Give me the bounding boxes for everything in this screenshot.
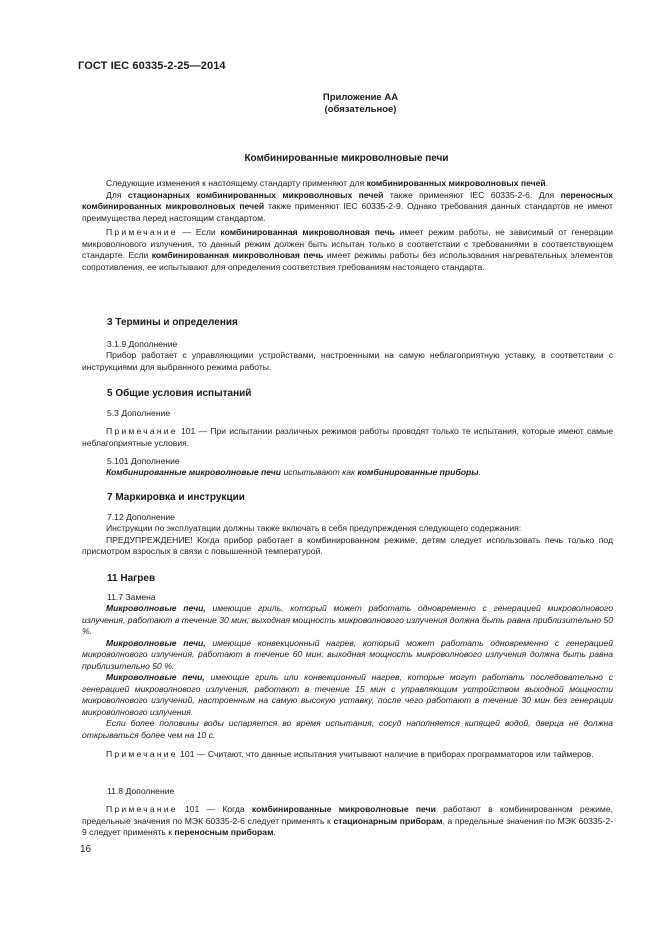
section-7-warning: ПРЕДУПРЕЖДЕНИЕ! Когда прибор работает в комбинированном режиме, детям следует использовать печь только под присмотром взрослых в связи с повышенной температурой. [82, 534, 613, 556]
section-11-paragraph-1 [82, 603, 613, 638]
term: комбинированная микроволновая печь [151, 250, 324, 260]
note-label: Примечание [106, 749, 178, 759]
text: работают в комбинированном режиме, предельные значения по МЭК 60335-2-6 следует применять к [82, 804, 613, 826]
intro-note [82, 227, 613, 273]
section-11-heading: 11 Нагрев [107, 573, 156, 584]
section-3-1-9: 3.1.9 Дополнение [107, 339, 178, 349]
term: комбинированные приборы [357, 467, 479, 477]
term: переносных комбинированных микроволновых печей [82, 189, 613, 211]
note-label: Примечание [106, 426, 178, 436]
standard-header: ГОСТ IEC 60335-2-25—2014 [78, 60, 226, 72]
text: имеет режим работы, не зависимый от генерации микроволнового излучения, то данный режим должен быть испытан только в соответствии с требованиями в соответствующем стандарте. Если [82, 227, 613, 260]
text: имеет режимы работы без использования нагревательных элементов сопротивления, ее испытывают для определения соответствия требованиям настоящего стандарта. [82, 250, 613, 272]
term: комбинированные микроволновые печи [251, 804, 436, 814]
note-label: Примечание [106, 804, 178, 814]
section-11-note-2 [82, 804, 613, 839]
text: 101 — Считают, что данные испытания учитывают наличие в приборах программаторов или таймеров. [177, 749, 594, 759]
note-label: Примечание [106, 227, 178, 237]
text: имеющие конвекционный нагрев, который может работать одновременно с генерацией микроволнового излучения, работают в течение 60 мин; выходная мощность микроволнового излучения должна быть равна приблизительно 50 %. [82, 637, 614, 671]
annex-status-text: (обязательное) [324, 104, 397, 115]
text: . [545, 178, 549, 188]
document-title: Комбинированные микроволновые печи [244, 153, 449, 164]
text: имеющие гриль или конвекционный нагрев, которые могут работать последовательно с генерацией микроволнового излучения, работают в течение 15 мин с управляющим устройством выходной мощности микроволнового излучений, настроенным на самую высокую уставку, после чего работают в течение 30 мин без генерации микроволнового излучения. [82, 672, 614, 717]
section-5-101: 5.101 Дополнение [107, 456, 180, 466]
section-11-paragraph-2 [82, 638, 613, 673]
term: переносным приборам [174, 827, 274, 837]
section-5-101-text [82, 467, 613, 479]
text: 101 — Когда [177, 804, 252, 814]
term: стационарным приборам [333, 815, 443, 826]
text: имеющие гриль, который может работать одновременно с генерацией микроволнового излучения, работают в течение 30 мин; выходная мощность микроволнового излучения должна быть равна приблизительно 50 %. [82, 603, 613, 636]
text: также применяют IEC 60335-2-6. Для [383, 189, 561, 200]
text: также применяют IEC 60335-2-9. Однако требования данных стандартов не имеют преимущества перед настоящим стандартом. [82, 201, 613, 223]
section-11-paragraph-3 [82, 672, 613, 718]
section-3-heading: 3 Термины и определения [107, 317, 238, 328]
section-7-body [82, 523, 613, 558]
text: 101 — При испытании различных режимов работы проводят только те испытания, которые имеют самые неблагоприятные условия. [82, 426, 613, 448]
section-5-note [82, 426, 613, 449]
term: комбинированных микроволновых печей [366, 178, 546, 188]
section-3-body [82, 350, 613, 373]
text: , а предельные значения по МЭК 60335-2-9 следует применять к [82, 815, 613, 837]
section-5-note-text [82, 426, 613, 449]
section-11-paragraph-4: Если более половины воды испаряется во время испытания, сосуд наполняется кипящей водой, дверца не должна открываться более чем на 10 с. [82, 718, 613, 740]
intro-paragraph-2 [82, 190, 613, 225]
section-7-heading: 7 Маркировка и инструкции [107, 492, 245, 503]
page-number: 16 [80, 844, 92, 855]
annex-status [30, 104, 661, 115]
text: — Если [177, 227, 221, 237]
section-7-text-1: Инструкции по эксплуатации должны также включать в себя предупреждения следующего содержания: [106, 523, 522, 533]
section-7-12: 7.12 Дополнение [107, 512, 175, 522]
text: . [478, 467, 481, 477]
term: Микроволновые печи, [106, 637, 206, 648]
section-5-3: 5.3 Дополнение [107, 408, 171, 418]
intro-paragraph-1 [82, 178, 613, 190]
text: . [273, 827, 276, 837]
section-3-text: Прибор работает с управляющими устройствами, настроенными на самую неблагоприятную уставку, в соответствии с инструкциями для выбранного режима работы. [82, 350, 613, 372]
section-11-8: 11.8 Дополнение [107, 786, 175, 796]
text: испытывают как [281, 467, 358, 477]
section-11-note-1 [82, 749, 613, 761]
term: стационарных комбинированных микроволновых печей [127, 189, 384, 200]
section-11-8-body [82, 804, 613, 839]
term: Микроволновые печи, [106, 603, 206, 613]
annex-title: Приложение АА [322, 92, 399, 103]
term: Микроволновые печи, [106, 672, 205, 682]
intro-block [82, 178, 613, 273]
term: Комбинированные микроволновые печи [106, 467, 282, 477]
term: комбинированная микроволновая печь [220, 227, 395, 237]
section-11-7-body [82, 603, 613, 761]
text: Следующие изменения к настоящему стандарту применяют для [106, 178, 367, 188]
section-5-heading: 5 Общие условия испытаний [107, 388, 252, 399]
text: Для [106, 189, 128, 200]
section-11-7: 11.7 Замена [107, 592, 156, 602]
section-5-101-body [82, 467, 613, 479]
